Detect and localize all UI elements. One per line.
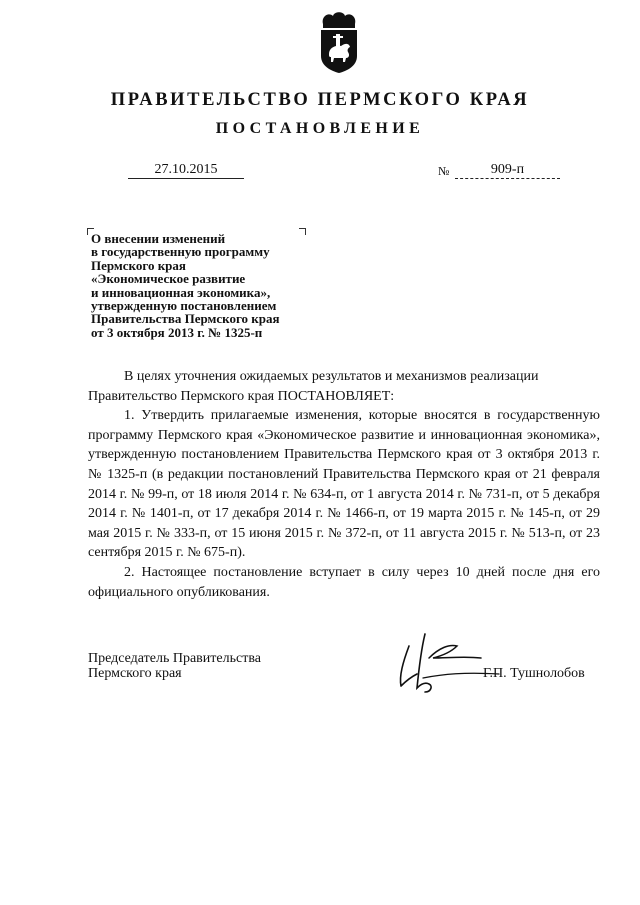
document-subject	[91, 232, 351, 339]
coat-of-arms-icon	[315, 10, 363, 74]
document-type: ПОСТАНОВЛЕНИЕ	[215, 120, 425, 137]
body-paragraph: 2. Настоящее постановление вступает в силу через 10 дней после дня его официального опубликования.	[88, 564, 600, 600]
handwritten-signature	[395, 628, 505, 696]
body-paragraph: В целях уточнения ожидаемых результатов и механизмов реализации Правительство Пермского края ПОСТАНОВЛЯЕТ:	[88, 369, 539, 404]
signer-position	[88, 651, 261, 681]
subject-line: Правительства Пермского края	[91, 311, 280, 327]
subject-line: утвержденную постановлением	[91, 298, 277, 314]
subject-line: О внесении изменений	[91, 231, 226, 246]
subject-line: Пермского края	[91, 257, 186, 273]
signer-position-line: Пермского края	[88, 666, 182, 681]
subject-line: в государственную программу	[91, 244, 270, 260]
subject-line: от 3 октября 2013 г. № 1325-п	[91, 324, 263, 340]
document-body	[88, 367, 600, 602]
signer-name: Г.П. Тушнолобов	[483, 666, 585, 681]
number-label: №	[438, 164, 450, 178]
body-paragraph: 1. Утвердить прилагаемые изменения, которые вносятся в государственную программу Пермского края «Экономическое развитие и инновационная экономика», утвержденную постановлением Правительства Пермского края от 3 октября 2013 г. № 1325-п (в редакции постановлений Правительства Пермского края от 21 февраля 2014 г. № 99-п, от 18 июля 2014 г. № 634-п, от 1 августа 2014 г. № 731-п, от 5 декабря 2014 г. № 1401-п, от 17 декабря 2014 г. № 1466-п, от 19 марта 2015 г. № 145-п, от 29 мая 2015 г. № 333-п, от 15 июня 2015 г. № 372-п, от 11 августа 2015 г. № 513-п, от 23 сентября 2015 г. № 675-п).	[88, 408, 600, 561]
subject-line: и инновационная экономика»,	[91, 284, 271, 300]
government-title: ПРАВИТЕЛЬСТВО ПЕРМСКОГО КРАЯ	[110, 90, 530, 110]
document-date: 27.10.2015	[128, 161, 244, 179]
signer-position-line: Председатель Правительства	[88, 651, 261, 666]
subject-line: «Экономическое развитие	[91, 271, 246, 287]
document-number: 909-п	[455, 161, 560, 179]
